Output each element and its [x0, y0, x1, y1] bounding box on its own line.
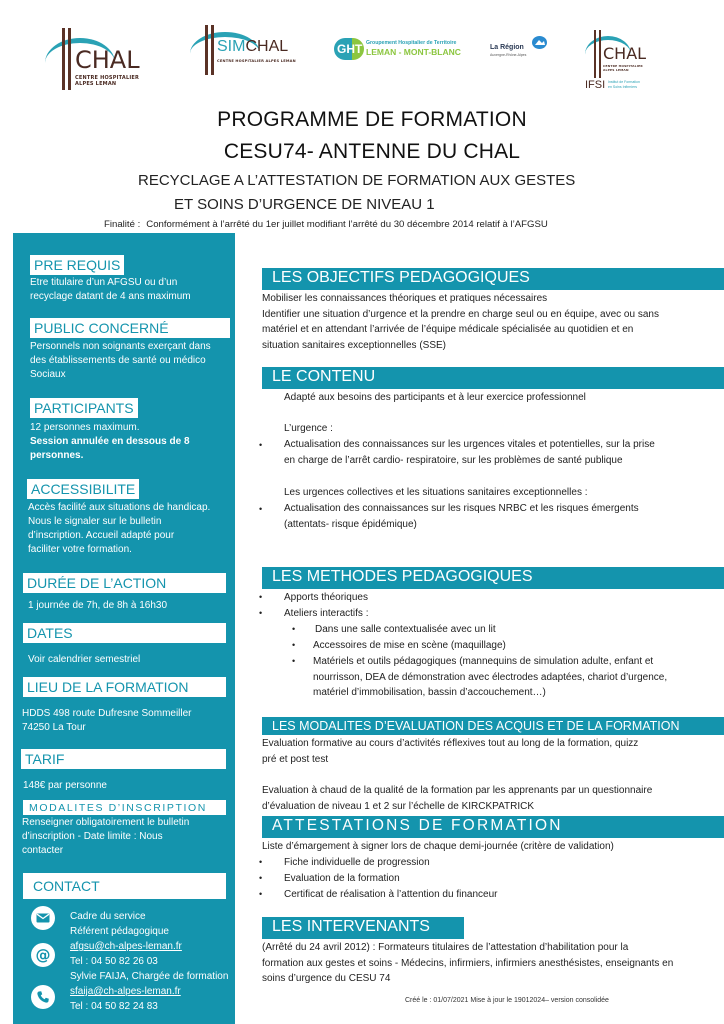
finalite-text: Conformément à l’arrêté du 1er juillet modifiant l’arrêté du 30 décembre 2014 relatif à l’AFGSU: [146, 219, 548, 230]
prerequis-heading: PRE REQUIS: [30, 255, 124, 275]
objectifs-text: [262, 291, 659, 353]
ght-line-2: LEMAN - MONT-BLANC: [366, 47, 461, 57]
contact-person: Sylvie FAIJA, Chargée de formation: [70, 971, 229, 982]
ifsi-sub: [608, 80, 640, 90]
logo-sim-part: SIM: [217, 38, 246, 55]
prerequis-line: recyclage datant de 4 ans maximum: [30, 291, 191, 302]
methode-sub-item: Accessoires de mise en scène (maquillage): [313, 640, 506, 651]
contenu-collectives-text: [284, 501, 639, 532]
dates-heading: DATES: [23, 623, 226, 643]
logo-bar-left: [594, 30, 596, 78]
ifsi-sub-1: Institut de Formation: [608, 80, 640, 84]
contenu-urgence-line: en charge de l’arrêt cardio- respiratoire, sur les problèmes de santé publique: [284, 454, 623, 466]
contact-email-link-2[interactable]: sfaija@ch-alpes-leman.fr: [70, 986, 181, 997]
lieu-heading: LIEU DE LA FORMATION: [23, 677, 226, 697]
contact-role: Cadre du service: [70, 911, 146, 922]
objectifs-line: Mobiliser les connaissances théoriques et pratiques nécessaires: [262, 293, 548, 304]
mail-icon: [31, 906, 55, 930]
participants-line: personnes.: [30, 450, 84, 461]
public-heading: PUBLIC CONCERNÉ: [30, 318, 230, 338]
contenu-urgence-line: Actualisation des connaissances sur les urgences vitales et potentielles, sur la prise: [284, 439, 655, 450]
chal-logo: [45, 26, 160, 92]
tarif-heading: TARIF: [21, 749, 226, 769]
inscription-line: Renseigner obligatoirement le bulletin: [22, 817, 190, 828]
duree-heading: DURÉE DE L’ACTION: [23, 573, 226, 593]
simchal-logo-subtitle: CENTRE HOSPITALIER ALPES LEMAN: [217, 59, 296, 63]
bullet-icon: •: [259, 857, 263, 867]
lieu-line: 74250 La Tour: [22, 722, 86, 733]
lieu-line: HDDS 498 route Dufresne Sommeiller: [22, 708, 192, 719]
info-sidebar: [13, 233, 235, 1024]
intervenants-heading: LES INTERVENANTS: [262, 917, 464, 939]
finalite: [104, 219, 548, 230]
objectifs-line: Identifier une situation d’urgence et la prendre en charge seul ou en équipe, avec ou sans: [262, 308, 659, 320]
ght-logo: [334, 36, 469, 66]
logo-chal-part: CHAL: [245, 38, 289, 55]
region-line-2: Auvergne-Rhône-Alpes: [490, 53, 527, 57]
contact-heading: CONTACT: [23, 873, 226, 899]
inscription-line: contacter: [22, 845, 64, 856]
modalites-line: Evaluation formative au cours d’activités réflexives tout au long de la formation, quizz: [262, 738, 639, 749]
intervenants-line: (Arrêté du 24 avril 2012) : Formateurs titulaires de l’attestation d’habilitation pour la: [262, 942, 629, 953]
logo-bar-left: [62, 28, 65, 90]
simchal-logo: [190, 22, 300, 77]
bullet-icon: •: [292, 640, 296, 650]
methode-item: Apports théoriques: [284, 592, 368, 603]
intervenants-line: soins d’urgence du CESU 74: [262, 973, 391, 984]
accessibilite-line: d’inscription. Accueil adapté pour: [28, 530, 175, 541]
phone-icon: [31, 985, 55, 1009]
modalites-line: d’évaluation de niveau 1 et 2 sur l’échelle de KIRCKPATRICK: [262, 800, 534, 812]
prerequis-text: [30, 276, 191, 304]
contact-email-link[interactable]: afgsu@ch-alpes-leman.fr: [70, 941, 182, 952]
contenu-intro: Adapté aux besoins des participants et à leur exercice professionnel: [284, 392, 586, 403]
accessibilite-line: Nous le signaler sur le bulletin: [28, 516, 162, 527]
modalites-text: [262, 736, 652, 814]
modalites-line: pré et post test: [262, 753, 329, 765]
contact-phone: Tel : 04 50 82 26 03: [70, 956, 158, 967]
tarif-text: 148€ par personne: [23, 780, 107, 791]
inscription-heading: MODALITES D’INSCRIPTION: [23, 800, 226, 815]
accessibilite-text: [28, 501, 210, 557]
duree-text: 1 journée de 7h, de 8h à 16h30: [28, 600, 168, 611]
attestations-intro: Liste d’émargement à signer lors de chaque demi-journée (critère de validation): [262, 841, 614, 852]
spacer: [262, 767, 652, 783]
chal-logo-subtitle-2: ALPES LEMAN: [75, 81, 117, 87]
logo-bar: [0, 0, 724, 100]
inscription-text: [22, 816, 189, 858]
finalite-label: Finalité :: [104, 219, 141, 230]
contenu-heading: LE CONTENU: [262, 367, 724, 389]
attestations-heading: ATTESTATIONS DE FORMATION: [262, 816, 724, 838]
objectifs-line: matériel et en attendant l’arrivée de l’équipe médicale spécialisée au quotidien et en: [262, 324, 634, 335]
methode-sub-item: Dans une salle contextualisée avec un lit: [315, 624, 496, 635]
methode-item: Ateliers interactifs :: [284, 608, 369, 619]
region-mountain-icon: [532, 36, 547, 49]
at-icon: [31, 943, 55, 967]
bullet-icon: •: [292, 624, 296, 634]
bullet-icon: •: [259, 873, 263, 883]
page-title-2: CESU74- ANTENNE DU CHAL: [223, 140, 521, 163]
contenu-collectives-label: Les urgences collectives et les situations sanitaires exceptionnelles :: [284, 487, 588, 498]
public-text: [30, 340, 211, 382]
modalites-line: Evaluation à chaud de la qualité de la formation par les apprenants par un questionnaire: [262, 785, 653, 796]
page-subtitle: RECYCLAGE A L’ATTESTATION DE FORMATION AUX GESTES: [138, 172, 576, 189]
logo-bar-right: [211, 25, 214, 75]
modalites-heading: LES MODALITES D’EVALUATION DES ACQUIS ET DE LA FORMATION: [262, 717, 724, 735]
ght-badge: GHT: [334, 38, 364, 60]
logo-bar-right: [599, 30, 601, 78]
contact-phone-2: Tel : 04 50 82 24 83: [70, 1001, 158, 1012]
ifsi-logo: [585, 28, 665, 94]
public-line: des établissements de santé ou médico: [30, 355, 206, 366]
objectifs-heading: LES OBJECTIFS PEDAGOGIQUES: [262, 268, 724, 290]
bullet-icon: •: [292, 656, 296, 666]
page-subtitle-2: ET SOINS D’URGENCE DE NIVEAU 1: [174, 196, 435, 213]
svg-text:@: @: [35, 947, 51, 963]
ght-line-1: Groupement Hospitalier de Territoire: [366, 40, 457, 46]
bullet-icon: •: [259, 440, 263, 450]
region-line-1: La Région: [490, 44, 524, 51]
bullet-icon: •: [259, 504, 263, 514]
bullet-icon: •: [259, 592, 263, 602]
page-title: PROGRAMME DE FORMATION: [217, 108, 527, 131]
public-line: Personnels non soignants exerçant dans: [30, 341, 211, 352]
simchal-logo-name: [217, 38, 288, 56]
public-line: Sociaux: [30, 369, 66, 380]
contenu-urgence-label: L’urgence :: [284, 423, 333, 434]
logo-bar-left: [205, 25, 208, 75]
ifsi-sub-2: en Soins Infirmiers: [608, 85, 637, 89]
attestation-item: Evaluation de la formation: [284, 873, 400, 884]
chal-logo-subtitle: CENTRE HOSPITALIER: [75, 75, 140, 81]
participants-line: Session annulée en dessous de 8: [30, 436, 190, 447]
contenu-collectives-line: Actualisation des connaissances sur les risques NRBC et les risques émergents: [284, 503, 639, 514]
attestation-item: Certificat de réalisation à l’attention du financeur: [284, 889, 498, 900]
attestation-item: Fiche individuelle de progression: [284, 857, 430, 868]
objectifs-line: situation sanitaires exceptionnelles (SSE): [262, 339, 446, 351]
chal-logo-name: CHAL: [75, 46, 140, 74]
region-logo: [488, 36, 550, 62]
contact-role-2: Référent pédagogique: [70, 926, 169, 937]
bullet-icon: •: [259, 889, 263, 899]
methodes-heading: LES METHODES PEDAGOGIQUES: [262, 567, 724, 589]
intervenants-line: formation aux gestes et soins - Médecins, infirmiers, infirmiers anesthésistes, enseignants en: [262, 957, 674, 969]
ifsi-logo-subtitle: CENTRE HOSPITALIER ALPES LEMAN: [603, 64, 643, 72]
methode-sub-line: nourrisson, DEA de démonstration avec électrodes adaptées, chariot d’urgence,: [313, 671, 668, 683]
lieu-text: [22, 707, 192, 735]
inscription-line: d’inscription - Date limite : Nous: [22, 831, 163, 842]
ifsi-label: IFSI: [585, 79, 606, 91]
document-footer: Créé le : 01/07/2021 Mise à jour le 19012024– version consolidée: [405, 997, 609, 1004]
accessibilite-heading: ACCESSIBILITE: [27, 479, 139, 499]
accessibilite-line: faciliter votre formation.: [28, 544, 132, 555]
accessibilite-line: Accès facilité aux situations de handicap.: [28, 502, 211, 513]
participants-heading: PARTICIPANTS: [30, 398, 138, 418]
methode-sub-line: matériel d’immobilisation, bassin d’accouchement…): [313, 687, 546, 698]
participants-line: 12 personnes maximum.: [30, 422, 140, 433]
dates-text: Voir calendrier semestriel: [28, 654, 141, 665]
prerequis-line: Etre titulaire d’un AFGSU ou d’un: [30, 277, 178, 288]
intervenants-text: [262, 940, 673, 987]
logo-bar-right: [68, 28, 71, 90]
contact-details: [70, 909, 228, 1014]
contenu-collectives-line: (attentats- risque épidémique): [284, 518, 417, 530]
methode-sub-item: [313, 654, 667, 701]
contenu-urgence-text: [284, 437, 655, 468]
methode-sub-line: Matériels et outils pédagogiques (mannequins de simulation adulte, enfant et: [313, 656, 654, 667]
bullet-icon: •: [259, 608, 263, 618]
ifsi-logo-name: CHAL: [603, 44, 647, 63]
participants-text: [30, 421, 190, 463]
